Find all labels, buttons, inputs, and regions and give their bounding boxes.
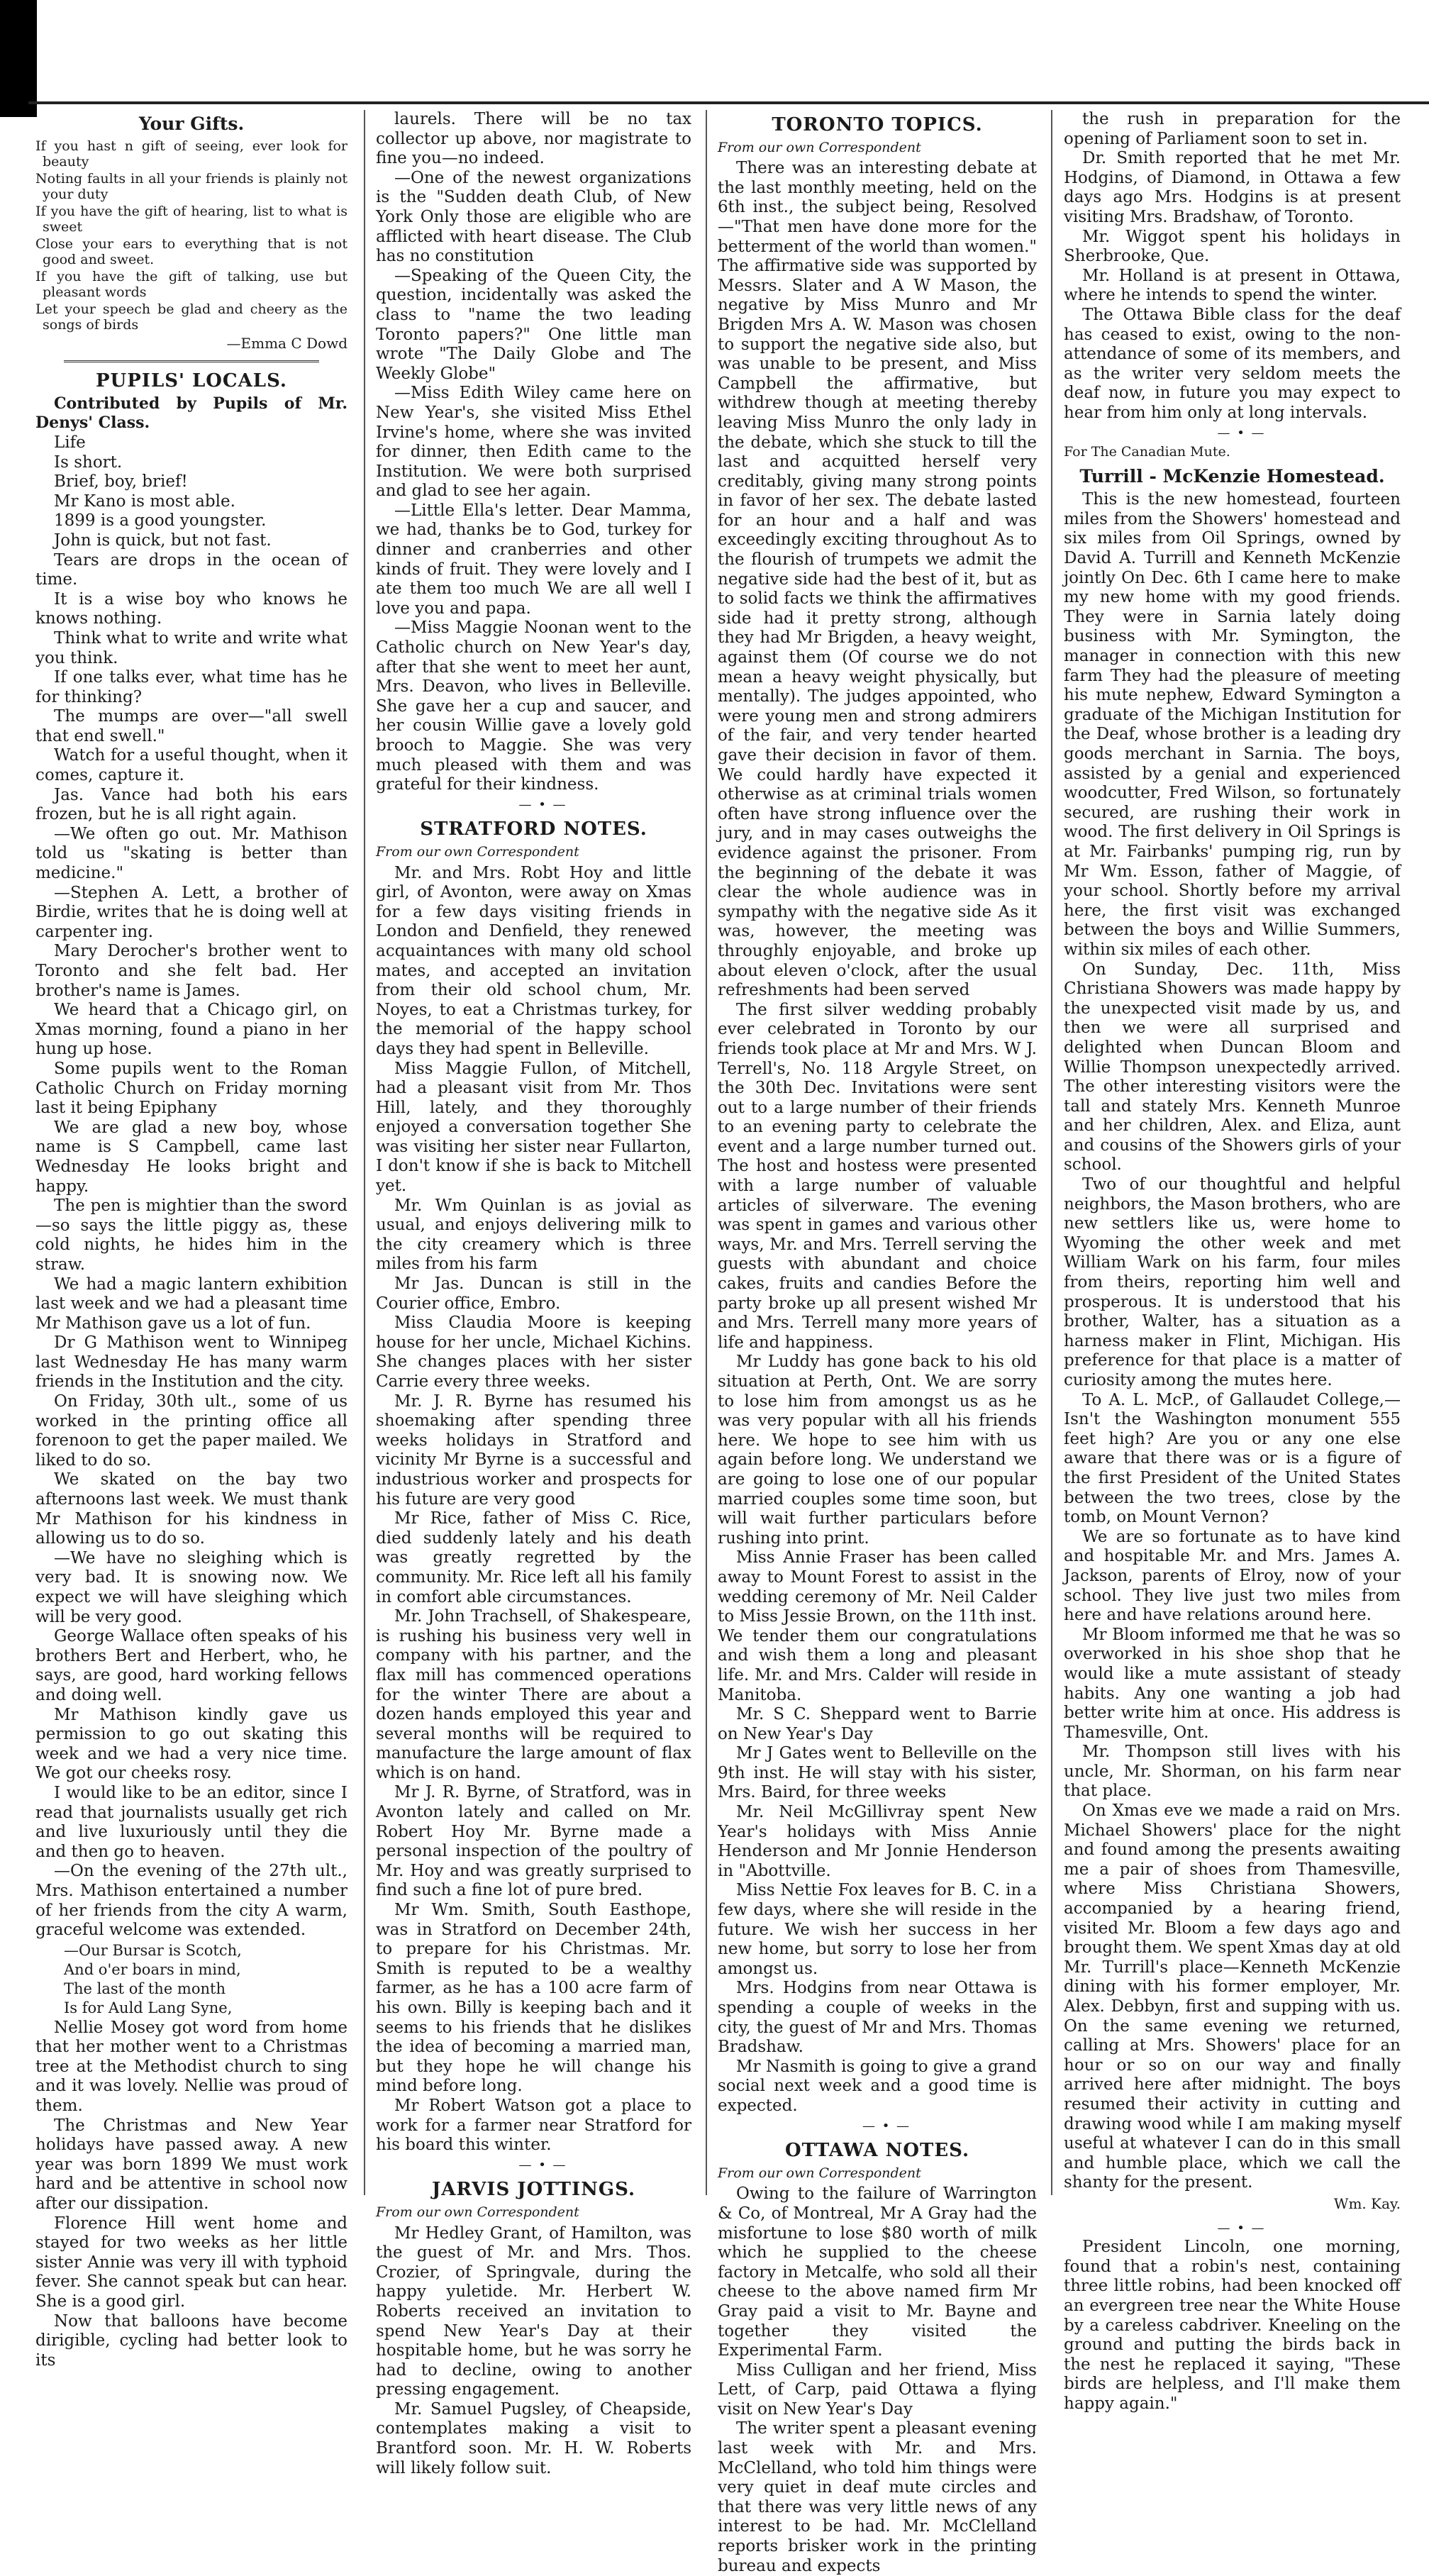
paragraph: Mr Mathison kindly gave us permission to go out skating this week and we had a very nice time. We got our cheeks rosy. bbox=[35, 1705, 347, 1783]
paragraph: Miss Annie Fraser has been called away to Mount Forest to assist in the wedding ceremony of Mr. Neil Calder to Miss Jessie Brown, on the 11th inst. We tender them our congratulations and wish them a long and pleasant life. Mr. and Mrs. Calder will reside in Manitoba. bbox=[718, 1548, 1037, 1704]
paragraph: Mr. S C. Sheppard went to Barrie on New Year's Day bbox=[718, 1705, 1037, 1743]
section-title-homestead: Turrill - McKenzie Homestead. bbox=[1079, 465, 1385, 487]
paragraph: —One of the newest organizations is the "Sudden death Club, of New York Only those are eligible who are afflicted with heart disease. The Club has no constitution bbox=[376, 168, 691, 266]
paragraph: Some pupils went to the Roman Catholic Church on Friday morning last it being Epiphany bbox=[35, 1059, 347, 1118]
paragraph: We skated on the bay two afternoons last week. We must thank Mr Mathison for his kindness in allowing us to do so. bbox=[35, 1470, 347, 1548]
paragraph: Mrs. Hodgins from near Ottawa is spending a couple of weeks in the city, the guest of Mr and Mrs. Thomas Bradshaw. bbox=[718, 1979, 1037, 2057]
paragraph: Miss Nettie Fox leaves for B. C. in a few days, where she will reside in the future. We wish her success in her new home, but sorry to lose her from amongst us. bbox=[718, 1881, 1037, 1978]
paragraph: Mr. Neil McGillivray spent New Year's holidays with Miss Annie Henderson and Mr Jonnie Henderson in "Abottville. bbox=[718, 1803, 1037, 1880]
paragraph: Mr Robert Watson got a place to work for a farmer near Stratford for his board this winter. bbox=[376, 2096, 691, 2155]
text-line: Is short. bbox=[54, 453, 123, 472]
paragraph: Mr Nasmith is going to give a grand social next week and a good time is expected. bbox=[718, 2057, 1037, 2115]
text-line: 1899 is a good youngster. bbox=[54, 511, 267, 531]
paragraph: Mr Bloom informed me that he was so overworked in his shoe shop that he would like a mute assistant of steady habits. Any one wanting a job had better write him at once. His address is Thamesville, Ont. bbox=[1064, 1625, 1401, 1742]
poem-line: If you hast n gift of seeing, ever look for beauty bbox=[35, 138, 347, 170]
divider-ornament: — • — bbox=[1217, 425, 1266, 440]
paragraph: Miss Claudia Moore is keeping house for her uncle, Michael Kichins. She changes places with her sister Carrie every three weeks. bbox=[376, 1314, 691, 1391]
paragraph: It is a wise boy who knows he knows nothing. bbox=[35, 589, 347, 628]
poem-line: Close your ears to everything that is not good and sweet. bbox=[35, 235, 347, 267]
paragraph: the rush in preparation for the opening of Parliament soon to set in. bbox=[1064, 110, 1401, 148]
paragraph: To A. L. McP., of Gallaudet College,—Isn't the Washington monument 555 feet high? Are you or any one else aware that there was or is a figure of the first President of the United States between the two trees, close by the tomb, on Mount Vernon? bbox=[1064, 1390, 1401, 1527]
text-line: John is quick, but not fast. bbox=[54, 531, 272, 550]
divider-ornament: — • — bbox=[1217, 2220, 1266, 2236]
newspaper-page bbox=[35, 110, 1418, 2575]
paragraph: —Stephen A. Lett, a brother of Birdie, writes that he is doing well at carpenter ing. bbox=[35, 883, 347, 941]
paragraph: The writer spent a pleasant evening last week with Mr. and Mrs. McClelland, who told him things were very quiet in deaf mute circles and that there was very little news of any interest to be had. Mr. McClelland reports brisker work in the printing bureau and expects bbox=[718, 2419, 1037, 2575]
correspondent-line: From our own Correspondent bbox=[376, 843, 579, 860]
paragraph: Dr G Mathison went to Winnipeg last Wednesday He has many warm friends in the Institution and the city. bbox=[35, 1333, 347, 1392]
poem-line: Noting faults in all your friends is plainly not your duty bbox=[35, 170, 347, 202]
paragraph: laurels. There will be no tax collector up above, nor magistrate to fine you—no indeed. bbox=[376, 110, 691, 168]
section-title-toronto-topics: TORONTO TOPICS. bbox=[772, 114, 983, 135]
correspondent-line: From our own Correspondent bbox=[718, 139, 921, 155]
section-divider bbox=[64, 360, 319, 365]
paragraph: The Ottawa Bible class for the deaf has ceased to exist, owing to the non-attendance of some of its members, and as the writer very seldom meets the deaf now, in future you may expect to hear from him only at long intervals. bbox=[1064, 305, 1401, 422]
top-rule bbox=[28, 101, 1429, 104]
paragraph: This is the new homestead, fourteen miles from the Showers' homestead and six miles from Oil Springs, owned by David A. Turrill and Kenneth McKenzie jointly On Dec. 6th I came here to make my new home with my good friends. They were in Sarnia lately doing business with Mr. Symington, the manager in connection with this new farm They had the pleasure of meeting his mute nephew, Edward Symington a graduate of the Michigan Institution for the Deaf, whose brother is a leading dry goods merchant in Sarnia. The boys, assisted by a genial and experienced woodcutter, Fred Wilson, so fortunately secured, are rushing their work in wood. The first delivery in Oil Springs is at Mr. Fairbanks' pumping rig, run by Mr Wm. Esson, father of Maggie, of your school. Shortly before my arrival here, the first visit was exchanged between the boys and Willie Summers, within six miles of each other. bbox=[1064, 490, 1401, 959]
divider-ornament: — • — bbox=[518, 796, 567, 812]
poem-line: And o'er boars in mind, bbox=[64, 1960, 241, 1978]
paragraph: Mr. Samuel Pugsley, of Cheapside, contemplates making a visit to Brantford soon. Mr. H. W. Roberts will likely follow suit. bbox=[376, 2399, 691, 2477]
text-line: Life bbox=[54, 433, 86, 452]
paragraph: We heard that a Chicago girl, on Xmas morning, found a piano in her hung up hose. bbox=[35, 1001, 347, 1059]
paragraph: Mr. John Trachsell, of Shakespeare, is rushing his business very well in company with his partner, and the flax mill has commenced operations for the winter There are about a dozen hands employed this year and several months will be required to manufacture the large amount of flax which is on hand. bbox=[376, 1607, 691, 1782]
column-rule bbox=[364, 110, 365, 2195]
correspondent-line: From our own Correspondent bbox=[376, 2204, 579, 2220]
paragraph: We are so fortunate as to have kind and hospitable Mr. and Mrs. James A. Jackson, parents of Elroy, now of your school. They live just two miles from here and have relations around here. bbox=[1064, 1527, 1401, 1625]
paragraph: —Miss Maggie Noonan went to the Catholic church on New Year's day, after that she went to meet her aunt, Mrs. Deavon, who lives in Belleville. She gave her a cup and saucer, and her cousin Willie gave a lovely gold brooch to Maggie. She was very much pleased with them and was grateful for their kindness. bbox=[376, 618, 691, 794]
column-rule bbox=[1051, 110, 1052, 2195]
paragraph: Mr. Holland is at present in Ottawa, where he intends to spend the winter. bbox=[1064, 266, 1401, 305]
paragraph: Now that balloons have become dirigible, cycling had better look to its bbox=[35, 2311, 347, 2370]
poem-line: If you have the gift of hearing, list to what is sweet bbox=[35, 203, 347, 235]
paragraph: —We have no sleighing which is very bad. It is snowing now. We expect we will have sleighing which will be very good. bbox=[35, 1548, 347, 1626]
paragraph: The first silver wedding probably ever celebrated in Toronto by our friends took place at Mr and Mrs. W J. Terrell's, No. 118 Argyle Street, on the 30th Dec. Invitations were sent out to a large number of their friends to an evening party to celebrate the event and a large number turned out. The host and hostess were presented with a large number of valuable articles of silverware. The evening was spent in games and various other ways, Mr. and Mrs. Terrell serving the guests with abundant and choice cakes, fruits and candies Before the party broke up all present wished Mr and Mrs. Terrell many more years of life and happiness. bbox=[718, 1000, 1037, 1352]
paragraph: There was an interesting debate at the last monthly meeting, held on the 6th inst., the subject being, Resolved—"That men have done more for the betterment of the world than women." The affirmative side was supported by Messrs. Slater and A W Mason, the negative by Miss Munro and Mr Brigden Mrs A. W. Mason was chosen to support the negative side also, but was unable to be present, and Miss Campbell the affirmative, but withdrew though at meeting thereby leaving Miss Munro the only lady in the debate, which she stuck to till the last and acquitted herself very creditably, giving many strong points in favor of her sex. The debate lasted for an hour and a half and was exceedingly exciting throughout As to the flourish of trumpets we admit the negative side had the best of it, but as to solid facts we think the affirmatives side had it pretty strong, although they had Mr Brigden, a heavy weight, against them (Of course we do not mean a heavy weight physically, but mentally). The judges appointed, who were young men and strong admirers of the fair, and very tender hearted gave their decision in favor of them. We could hardly have expected it otherwise as at criminal trials women often have strong influence over the jury, and in may cases outweighs the evidence against the prisoner. From the beginning of the debate it was clear the whole audience was in sympathy with the negative side As it was, however, the meeting was throughly enjoyable, and broke up about eleven o'clock, after the usual refreshments had been served bbox=[718, 159, 1037, 1000]
paragraph: We had a magic lantern exhibition last week and we had a pleasant time Mr Mathison gave us a lot of fun. bbox=[35, 1275, 347, 1333]
paragraph: Mr. Wm Quinlan is as jovial as usual, and enjoys delivering milk to the city creamery which is three miles from his farm bbox=[376, 1196, 691, 1274]
poem-title: Your Gifts. bbox=[138, 113, 245, 134]
column-rule bbox=[706, 110, 707, 2195]
paragraph: —We often go out. Mr. Mathison told us "skating is better than medicine." bbox=[35, 824, 347, 883]
paragraph: —Speaking of the Queen City, the question, incidentally was asked the class to "name the two leading Toronto papers?" One little man wrote "The Daily Globe and The Weekly Globe" bbox=[376, 266, 691, 383]
section-title-stratford-notes: STRATFORD NOTES. bbox=[420, 818, 647, 840]
poem-line: The last of the month bbox=[64, 1980, 226, 1997]
paragraph: Mr Luddy has gone back to his old situation at Perth, Ont. We are sorry to lose him from amongst us as he was very popular with all his friends here. We hope to see him with us again before long. We understand we are going to lose one of our popular married couples some time soon, but will wait further particulars before rushing into print. bbox=[718, 1353, 1037, 1548]
paragraph: George Wallace often speaks of his brothers Bert and Herbert, who, he says, are good, hard working fellows and doing well. bbox=[35, 1627, 347, 1704]
paragraph: Watch for a useful thought, when it comes, capture it. bbox=[35, 746, 347, 785]
paragraph: Mr Jas. Duncan is still in the Courier office, Embro. bbox=[376, 1275, 691, 1313]
page-edge-bar bbox=[0, 0, 37, 117]
paragraph: Mr. J. R. Byrne has resumed his shoemaking after spending three weeks holidays in Stratford and vicinity Mr Byrne is a successful and industrious worker and prospects for his future are very good bbox=[376, 1392, 691, 1509]
text-line: Mr Kano is most able. bbox=[54, 492, 235, 511]
paragraph: The pen is mightier than the sword—so says the little piggy as, these cold nights, he hides him in the straw. bbox=[35, 1197, 347, 1274]
paragraph: We are glad a new boy, whose name is S Campbell, came last Wednesday He looks bright and happy. bbox=[35, 1118, 347, 1196]
article-signature: Wm. Kay. bbox=[1333, 2194, 1401, 2212]
paragraph: The Christmas and New Year holidays have passed away. A new year was born 1899 We must work hard and be attentive in school now after our dissipation. bbox=[35, 2116, 347, 2214]
text-line: Brief, boy, brief! bbox=[54, 472, 188, 492]
poem-line: If you have the gift of talking, use but pleasant words bbox=[35, 268, 347, 300]
column-1 bbox=[35, 110, 347, 2370]
poem-line: —Our Bursar is Scotch, bbox=[64, 1941, 242, 1959]
paragraph: Miss Culligan and her friend, Miss Lett, of Carp, paid Ottawa a flying visit on New Year's Day bbox=[718, 2360, 1037, 2419]
paragraph: Mr Hedley Grant, of Hamilton, was the guest of Mr. and Mrs. Thos. Crozier, of Springvale, during the happy yuletide. Mr. Herbert W. Roberts received an invitation to spend New Year's Day at their hospitable home, but he was sorry he had to decline, owing to another pressing engagement. bbox=[376, 2224, 691, 2399]
paragraph: Florence Hill went home and stayed for two weeks as her little sister Annie was very ill with typhoid fever. She cannot speak but can hear. She is a good girl. bbox=[35, 2214, 347, 2311]
paragraph: Mary Derocher's brother went to Toronto and she felt bad. Her brother's name is James. bbox=[35, 942, 347, 1000]
section-title-ottawa-notes: OTTAWA NOTES. bbox=[784, 2140, 970, 2162]
paragraph: Two of our thoughtful and helpful neighbors, the Mason brothers, who are new settlers like us, were home to Wyoming the other week and met William Wark on his farm, four miles from theirs, reporting him well and prosperous. It is understood that his brother, Walter, has a situation as a harness maker in Flint, Michigan. His preference for that place is a matter of curiosity among the mutes here. bbox=[1064, 1175, 1401, 1389]
paragraph: If one talks ever, what time has he for thinking? bbox=[35, 668, 347, 706]
paragraph: On Friday, 30th ult., some of us worked in the printing office all forenoon to get the paper mailed. We liked to do so. bbox=[35, 1392, 347, 1470]
paragraph: Mr Rice, father of Miss C. Rice, died suddenly lately and his death was greatly regretted by the community. Mr. Rice left all his family in comfort able circumstances. bbox=[376, 1509, 691, 1606]
column-3 bbox=[718, 110, 1037, 2575]
section-title-pupils-locals: PUPILS' LOCALS. bbox=[96, 370, 287, 392]
paragraph: The mumps are over—"all swell that end swell." bbox=[35, 707, 347, 745]
paragraph: On Sunday, Dec. 11th, Miss Christiana Showers was made happy by the unexpected visit made by us, and then we were all surprised and delighted when Duncan Bloom and Willie Thompson unexpectedly arrived. The other interesting visitors were the tall and stately Mrs. Kenneth Munroe and her children, Alex. and Eliza, aunt and cousins of the Showers girls of your school. bbox=[1064, 960, 1401, 1175]
paragraph: Mr J Gates went to Belleville on the 9th inst. He will stay with his sister, Mrs. Baird, for three weeks bbox=[718, 1744, 1037, 1802]
paragraph: Think what to write and write what you think. bbox=[35, 628, 347, 667]
paragraph: —On the evening of the 27th ult., Mrs. Mathison entertained a number of her friends from the city A warm, graceful welcome was extended. bbox=[35, 1862, 347, 1940]
section-credit: Contributed by Pupils of Mr. Denys' Class. bbox=[35, 394, 347, 433]
paragraph: I would like to be an editor, since I read that journalists usually get rich and live luxuriously until they die and then go to heaven. bbox=[35, 1783, 347, 1861]
divider-ornament: — • — bbox=[862, 2118, 911, 2133]
section-title-jarvis-jottings: JARVIS JOTTINGS. bbox=[431, 2179, 636, 2201]
paragraph: Owing to the failure of Warrington & Co, of Montreal, Mr A Gray had the misfortune to lose $80 worth of milk which he supplied to the cheese factory in Metcalfe, who sold all their cheese to the above named firm Mr Gray paid a visit to Mr. Bayne and together they visited the Experimental Farm. bbox=[718, 2184, 1037, 2360]
poem-line: Let your speech be glad and cheery as the songs of birds bbox=[35, 301, 347, 333]
text-line: Tears are drops in the ocean of time. bbox=[35, 550, 347, 589]
paragraph: Dr. Smith reported that he met Mr. Hodgins, of Diamond, in Ottawa a few days ago Mrs. Hodgins is at present visiting Mrs. Bradshaw, of Toronto. bbox=[1064, 149, 1401, 226]
for-line: For The Canadian Mute. bbox=[1064, 444, 1230, 460]
column-2 bbox=[376, 110, 691, 2477]
paragraph: President Lincoln, one morning, found that a robin's nest, containing three little robins, had been knocked off an evergreen tree near the White House by a careless cabdriver. Kneeling on the ground and putting the birds back in the nest he replaced it saying, "These birds are helpless, and I'll make them happy again." bbox=[1064, 2238, 1401, 2413]
paragraph: Miss Maggie Fullon, of Mitchell, had a pleasant visit from Mr. Thos Hill, lately, and they thoroughly enjoyed a conversation together She was visiting her sister near Fullarton, I don't know if she is back to Mitchell yet. bbox=[376, 1059, 691, 1196]
divider-ornament: — • — bbox=[518, 2157, 567, 2172]
paragraph: Mr. Thompson still lives with his uncle, Mr. Shorman, on his farm near that place. bbox=[1064, 1743, 1401, 1801]
paragraph: Mr J. R. Byrne, of Stratford, was in Avonton lately and called on Mr. Robert Hoy Mr. Byrne made a personal inspection of the poultry of Mr. Hoy and was greatly surprised to find such a fine lot of pure bred. bbox=[376, 1783, 691, 1900]
paragraph: Nellie Mosey got word from home that her mother went to a Christmas tree at the Methodist church to sing and it was lovely. Nellie was proud of them. bbox=[35, 2018, 347, 2116]
paragraph: —Miss Edith Wiley came here on New Year's, she visited Miss Ethel Irvine's home, where she was invited for dinner, then Edith came to the Institution. We were both surprised and glad to see her again. bbox=[376, 384, 691, 501]
paragraph: Mr. and Mrs. Robt Hoy and little girl, of Avonton, were away on Xmas for a few days visiting friends in London and Denfield, they renewed acquaintances with many old school mates, and accepted an invitation from their old school chum, Mr. Noyes, to eat a Christmas turkey, for the memorial of the happy school days they had spent in Belleville. bbox=[376, 863, 691, 1058]
paragraph: On Xmas eve we made a raid on Mrs. Michael Showers' place for the night and found among the presents awaiting me a pair of shoes from Thamesville, where Miss Christiana Showers, accompanied by a hearing friend, visited Mr. Bloom a few days ago and brought them. We spent Xmas day at old Mr. Turrill's place—Kenneth McKenzie dining with his former employer, Mr. Alex. Debbyn, first and supping with us. On the same evening we returned, calling at Mrs. Showers' place for an hour or so on our way and finally arrived here after midnight. The boys resumed their activity in cutting and drawing wood while I am making myself useful at whatever I can do in this small and humble place, which we call the shanty for the present. bbox=[1064, 1801, 1401, 2192]
paragraph: Jas. Vance had both his ears frozen, but he is all right again. bbox=[35, 785, 347, 824]
poem-line: Is for Auld Lang Syne, bbox=[64, 1999, 233, 2016]
paragraph: Mr. Wiggot spent his holidays in Sherbrooke, Que. bbox=[1064, 227, 1401, 266]
column-4 bbox=[1064, 110, 1401, 2413]
paragraph: —Little Ella's letter. Dear Mamma, we had, thanks be to God, turkey for dinner and cranberries and other kinds of fruit. They were lovely and I ate them too much We are all well I love you and papa. bbox=[376, 501, 691, 618]
poem-author: —Emma C Dowd bbox=[226, 334, 347, 352]
correspondent-line: From our own Correspondent bbox=[718, 2165, 921, 2181]
paragraph: Mr Wm. Smith, South Easthope, was in Stratford on December 24th, to prepare for his Christmas. Mr. Smith is reputed to be a wealthy farmer, as he has a 100 acre farm of his own. Billy is keeping bach and it seems to his friends that he dislikes the idea of becoming a married man, but they hope he will change his mind before long. bbox=[376, 1901, 691, 2096]
